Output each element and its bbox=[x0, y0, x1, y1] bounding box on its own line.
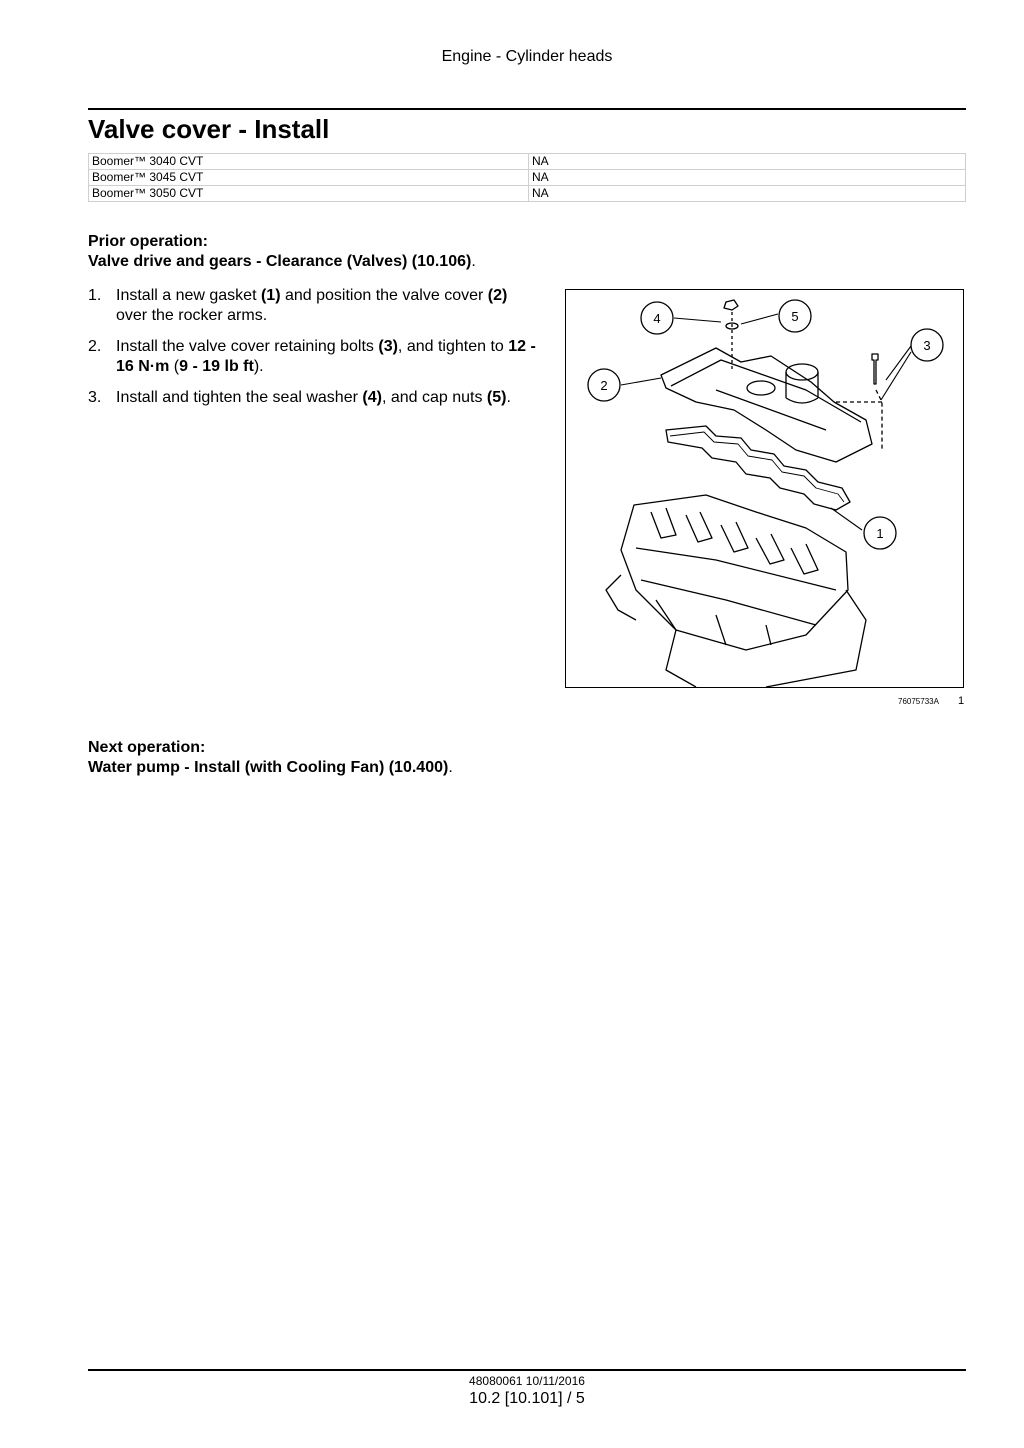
torque-metric: 12 - 16 N·m bbox=[116, 338, 536, 375]
step-number: 1. bbox=[88, 287, 102, 304]
procedure-steps bbox=[88, 286, 538, 419]
value-cell: NA bbox=[529, 186, 966, 202]
model-cell: Boomer™ 3040 CVT bbox=[89, 154, 529, 170]
step-text: ). bbox=[253, 358, 264, 375]
prior-operation-heading: Prior operation: bbox=[88, 233, 209, 250]
next-operation-suffix: . bbox=[448, 759, 453, 776]
footer-document-id: 48080061 10/11/2016 bbox=[469, 1374, 585, 1388]
callout-2-label: 2 bbox=[600, 378, 608, 393]
torque-imperial: 9 - 19 lb ft bbox=[179, 358, 254, 375]
step-text: and position the valve cover bbox=[280, 287, 488, 304]
callout-ref: (4) bbox=[362, 389, 382, 406]
callout-3-label: 3 bbox=[923, 338, 931, 353]
callout-ref: (3) bbox=[378, 338, 398, 355]
cap-nut-shape bbox=[724, 300, 738, 310]
running-header: Engine - Cylinder heads bbox=[441, 48, 613, 65]
value-cell: NA bbox=[529, 170, 966, 186]
next-operation-heading: Next operation: bbox=[88, 739, 206, 756]
head-detail bbox=[636, 548, 836, 645]
step-2 bbox=[88, 337, 538, 377]
callout-ref: (2) bbox=[487, 287, 508, 304]
callout-4-label: 4 bbox=[653, 311, 661, 326]
model-cell: Boomer™ 3045 CVT bbox=[89, 170, 529, 186]
cylinder-head-shape bbox=[621, 495, 848, 650]
table-row bbox=[89, 186, 966, 202]
prior-operation-link[interactable]: Valve drive and gears - Clearance (Valves) (10.106) bbox=[88, 253, 472, 270]
valve-cover-illustration bbox=[565, 289, 964, 688]
retaining-bolt-shape bbox=[872, 354, 878, 384]
leader-lines bbox=[621, 314, 911, 530]
bolt-dashed-line bbox=[836, 390, 882, 450]
footer-page-number: 10.2 [10.101] / 5 bbox=[469, 1390, 585, 1407]
figure-number: 1 bbox=[958, 695, 965, 707]
step-text: . bbox=[506, 389, 511, 406]
block-lower bbox=[606, 575, 866, 687]
step-text: Install the valve cover retaining bolts bbox=[116, 338, 379, 355]
breather-cap bbox=[786, 364, 818, 380]
footer-rule bbox=[88, 1369, 966, 1371]
valve-cover-shape bbox=[661, 348, 872, 462]
table-row bbox=[89, 170, 966, 186]
value-cell: NA bbox=[529, 154, 966, 170]
callout-5-label: 5 bbox=[791, 309, 799, 324]
callout-ref: (1) bbox=[260, 287, 281, 304]
step-number: 3. bbox=[88, 389, 102, 406]
step-text: over the rocker arms. bbox=[116, 307, 268, 324]
step-text: , and cap nuts bbox=[381, 389, 487, 406]
model-applicability-table bbox=[88, 153, 966, 202]
header-rule bbox=[88, 108, 966, 110]
callout-ref: (5) bbox=[486, 389, 507, 406]
prior-operation bbox=[88, 232, 476, 272]
step-number: 2. bbox=[88, 338, 102, 355]
step-text: Install and tighten the seal washer bbox=[116, 389, 363, 406]
exploded-view-drawing bbox=[566, 290, 963, 687]
table-row bbox=[89, 154, 966, 170]
model-cell: Boomer™ 3050 CVT bbox=[89, 186, 529, 202]
oil-filler-cap bbox=[747, 381, 775, 395]
step-3 bbox=[88, 388, 538, 408]
next-operation-link[interactable]: Water pump - Install (with Cooling Fan) (10.400) bbox=[88, 759, 449, 776]
step-text: , and tighten to bbox=[397, 338, 509, 355]
gasket-inner bbox=[670, 432, 844, 502]
gasket-shape bbox=[666, 426, 850, 510]
next-operation bbox=[88, 738, 453, 778]
step-1 bbox=[88, 286, 538, 326]
step-text: Install a new gasket bbox=[116, 287, 261, 304]
callout-1-label: 1 bbox=[876, 526, 884, 541]
step-text: ( bbox=[169, 358, 180, 375]
prior-operation-suffix: . bbox=[471, 253, 476, 270]
figure-id: 76075733A bbox=[898, 697, 939, 706]
page-title: Valve cover - Install bbox=[88, 114, 330, 144]
